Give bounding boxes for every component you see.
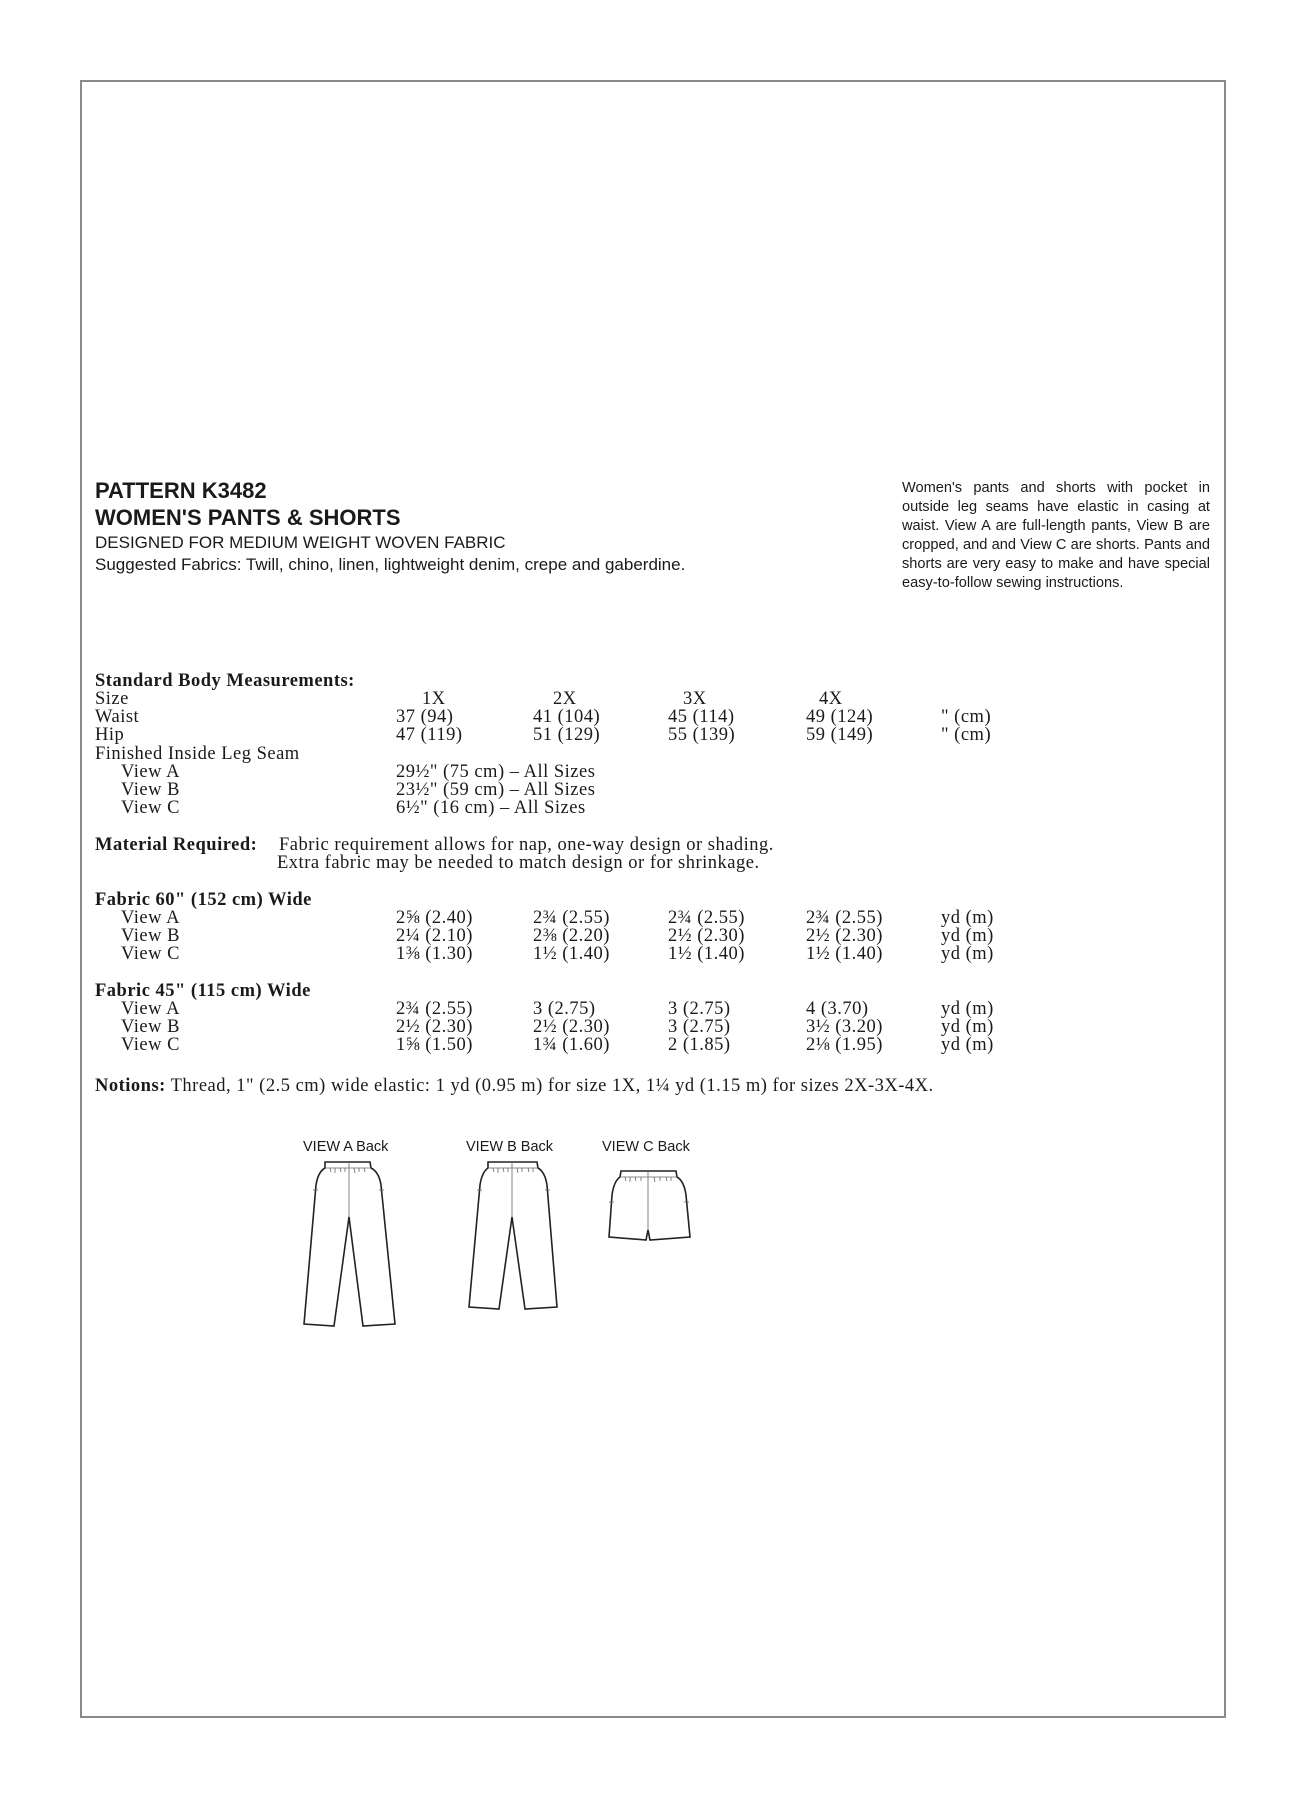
yardage: 2⅜ (2.20) [533,926,610,946]
size-2x: 2X [553,689,577,709]
notions [95,1077,934,1095]
yardage: 1⅜ (1.30) [396,944,473,964]
view-label: View B [121,1017,180,1037]
yardage: 2¼ (2.10) [396,926,473,946]
garment-drawings [280,1125,720,1345]
size-3x: 3X [683,689,707,709]
yardage: 2 (1.85) [668,1035,731,1055]
waist-value: 41 (104) [533,707,601,727]
material-line-1: Fabric requirement allows for nap, one-way design or shading. [279,835,774,855]
leg-seam-view: View A [121,762,180,782]
view-c-shorts-drawing [609,1171,690,1240]
view-b-pants-drawing [469,1162,557,1309]
size-4x: 4X [819,689,843,709]
unit: yd (m) [941,999,994,1019]
waist-value: 49 (124) [806,707,874,727]
yardage: 1½ (1.40) [533,944,610,964]
yardage: 2¾ (2.55) [396,999,473,1019]
leg-seam-value: 29½" (75 cm) – All Sizes [396,762,596,782]
leg-seam-value: 6½" (16 cm) – All Sizes [396,798,586,818]
yardage: 2¾ (2.55) [533,908,610,928]
unit: yd (m) [941,908,994,928]
view-label: View B [121,926,180,946]
designed-for: DESIGNED FOR MEDIUM WEIGHT WOVEN FABRIC [95,533,506,552]
unit: yd (m) [941,926,994,946]
yardage: 2⅛ (1.95) [806,1035,883,1055]
leg-seam-view: View B [121,780,180,800]
yardage: 3 (2.75) [668,999,731,1019]
hip-value: 55 (139) [668,725,736,745]
waist-unit: " (cm) [941,707,992,727]
hip-unit: " (cm) [941,725,992,745]
hip-value: 47 (119) [396,725,463,745]
yardage: 2½ (2.30) [806,926,883,946]
notions-label: Notions: [95,1076,166,1096]
view-b-label: VIEW B Back [466,1139,554,1155]
yardage: 1½ (1.40) [806,944,883,964]
view-label: View A [121,908,180,928]
view-a-label: VIEW A Back [303,1139,389,1155]
pattern-description: Women's pants and shorts with pocket in outside leg seams have elastic in casing at waist. View A are full-length pants, View B are cropped, and and View C are shorts. Pants and shorts are very easy to make and have special easy-to-follow sewing instructions. [902,480,1210,591]
hip-value: 51 (129) [533,725,601,745]
view-label: View C [121,944,180,964]
yardage: 2¾ (2.55) [806,908,883,928]
unit: yd (m) [941,1035,994,1055]
waist-label: Waist [95,707,140,727]
fabric60-title: Fabric 60" (152 cm) Wide [95,890,312,910]
leg-seam-view: View C [121,798,180,818]
suggested-fabrics: Suggested Fabrics: Twill, chino, linen, lightweight denim, crepe and gaberdine. [95,555,686,574]
pattern-number: PATTERN K3482 [95,478,267,503]
material-label: Material Required: [95,835,258,855]
notions-text: Thread, 1" (2.5 cm) wide elastic: 1 yd (0.95 m) for size 1X, 1¼ yd (1.15 m) for sizes 2X-3X-4X. [170,1076,934,1096]
yardage: 2½ (2.30) [668,926,745,946]
unit: yd (m) [941,1017,994,1037]
yardage: 2½ (2.30) [533,1017,610,1037]
yardage: 4 (3.70) [806,999,869,1019]
view-a-pants-drawing [304,1162,395,1326]
yardage: 2¾ (2.55) [668,908,745,928]
unit: yd (m) [941,944,994,964]
yardage: 3 (2.75) [668,1017,731,1037]
waist-value: 37 (94) [396,707,454,727]
hip-label: Hip [95,725,125,745]
yardage: 3 (2.75) [533,999,596,1019]
yardage: 2½ (2.30) [396,1017,473,1037]
view-c-label: VIEW C Back [602,1139,690,1155]
leg-seam-value: 23½" (59 cm) – All Sizes [396,780,596,800]
material-line-2: Extra fabric may be needed to match design or for shrinkage. [277,853,760,873]
yardage: 1⅝ (1.50) [396,1035,473,1055]
yardage: 1¾ (1.60) [533,1035,610,1055]
size-label: Size [95,689,129,709]
hip-value: 59 (149) [806,725,874,745]
leg-seam-label: Finished Inside Leg Seam [95,744,300,764]
fabric45-title: Fabric 45" (115 cm) Wide [95,981,311,1001]
size-1x: 1X [422,689,446,709]
view-label: View A [121,999,180,1019]
measurements-title: Standard Body Measurements: [95,671,355,691]
pattern-title: WOMEN'S PANTS & SHORTS [95,505,401,530]
view-label: View C [121,1035,180,1055]
waist-value: 45 (114) [668,707,735,727]
yardage: 1½ (1.40) [668,944,745,964]
yardage: 2⅝ (2.40) [396,908,473,928]
yardage: 3½ (3.20) [806,1017,883,1037]
